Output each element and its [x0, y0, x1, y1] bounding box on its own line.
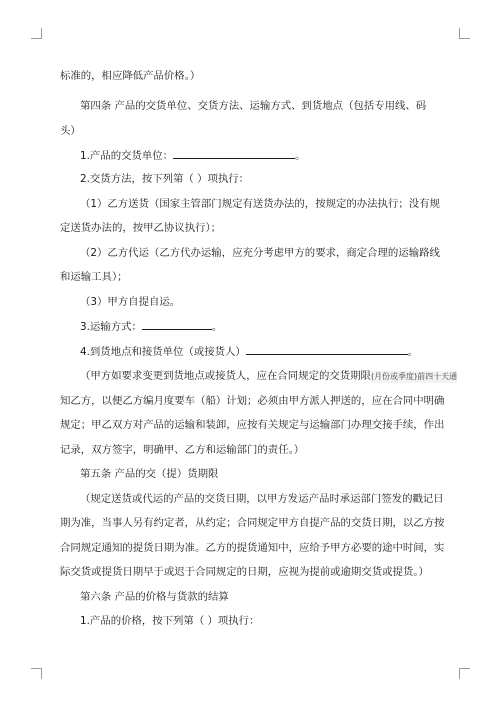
overlay-text: (月份或季度)前四十天通 — [370, 372, 458, 381]
text-line: 规定；甲乙双方对产品的运输和装卸，应按有关规定与运输部门办理交接手续，作出 — [60, 419, 445, 431]
text-line: 和运输工具）； — [60, 271, 128, 283]
crop-mark-bottom-left — [31, 668, 42, 679]
text-line: 合同规定通知的提货日期为准。乙方的提货通知中，应给予甲方必要的途中时间，实 — [60, 542, 445, 554]
text-line: 知乙方，以便乙方编月度要车（船）计划；必须由甲方派人押送的，应在合同中明确 — [60, 395, 445, 407]
text-line: 标准的，相应降低产品价格。） — [60, 70, 201, 82]
text-line: （3）甲方自提自运。 — [80, 296, 181, 308]
text-segment: （甲方如要求变更到货地点或接货人，应在合同规定的交货期限 — [80, 370, 371, 382]
text-line: 定送货办法的，按甲乙协议执行）； — [60, 222, 222, 234]
crop-mark-top-left — [31, 28, 42, 39]
crop-mark-bottom-right — [459, 668, 470, 679]
text-line: 2.交货方法，按下列第（ ）项执行： — [80, 173, 250, 185]
text-line: （1）乙方送货（国家主管部门规定有送货办法的，按规定的办法执行；没有规 — [80, 198, 440, 210]
period: 。 — [295, 150, 306, 162]
period: 。 — [407, 346, 419, 358]
delivery-unit-label: 1.产品的交货单位： — [80, 150, 174, 162]
period: 。 — [211, 321, 223, 333]
arrival-point-label: 4.到货地点和接货单位（或接货人） — [80, 346, 246, 358]
arrival-point-line — [80, 345, 440, 358]
text-line: （规定送货或代运的产品的交货日期，以甲方发运产品时承运部门签发的戳记日 — [80, 493, 444, 505]
text-line: 1.产品的价格，按下列第（ ）项执行： — [80, 615, 260, 627]
article-six-heading: 第六条 产品的价格与货款的结算 — [80, 591, 229, 603]
transport-mode-blank[interactable] — [142, 320, 212, 330]
crop-mark-top-right — [459, 28, 470, 39]
transport-mode-line — [80, 320, 440, 333]
transport-mode-label: 3.运输方式： — [80, 321, 142, 333]
text-line: 头） — [60, 125, 81, 137]
article-five-heading: 第五条 产品的交（提）货期限 — [80, 468, 219, 480]
text-line — [80, 370, 458, 383]
text-line: 记录，双方签字，明确甲、乙方和运输部门的责任。） — [60, 444, 305, 456]
text-line: 期为准，当事人另有约定者，从约定；合同规定甲方自提产品的交货日期，以乙方按 — [60, 517, 445, 529]
article-four-heading: 第四条 产品的交货单位、交货方法、运输方式、到货地点（包括专用线、码 — [80, 100, 427, 112]
delivery-unit-blank[interactable] — [173, 149, 295, 159]
text-line: （2）乙方代运（乙方代办运输，应充分考虑甲方的要求，商定合理的运输路线 — [80, 247, 440, 259]
text-line: 际交货或提货日期早于或迟于合同规定的日期，应视为提前或逾期交货或提货。） — [60, 566, 429, 578]
arrival-point-blank[interactable] — [246, 345, 408, 355]
delivery-unit-line — [80, 149, 440, 162]
